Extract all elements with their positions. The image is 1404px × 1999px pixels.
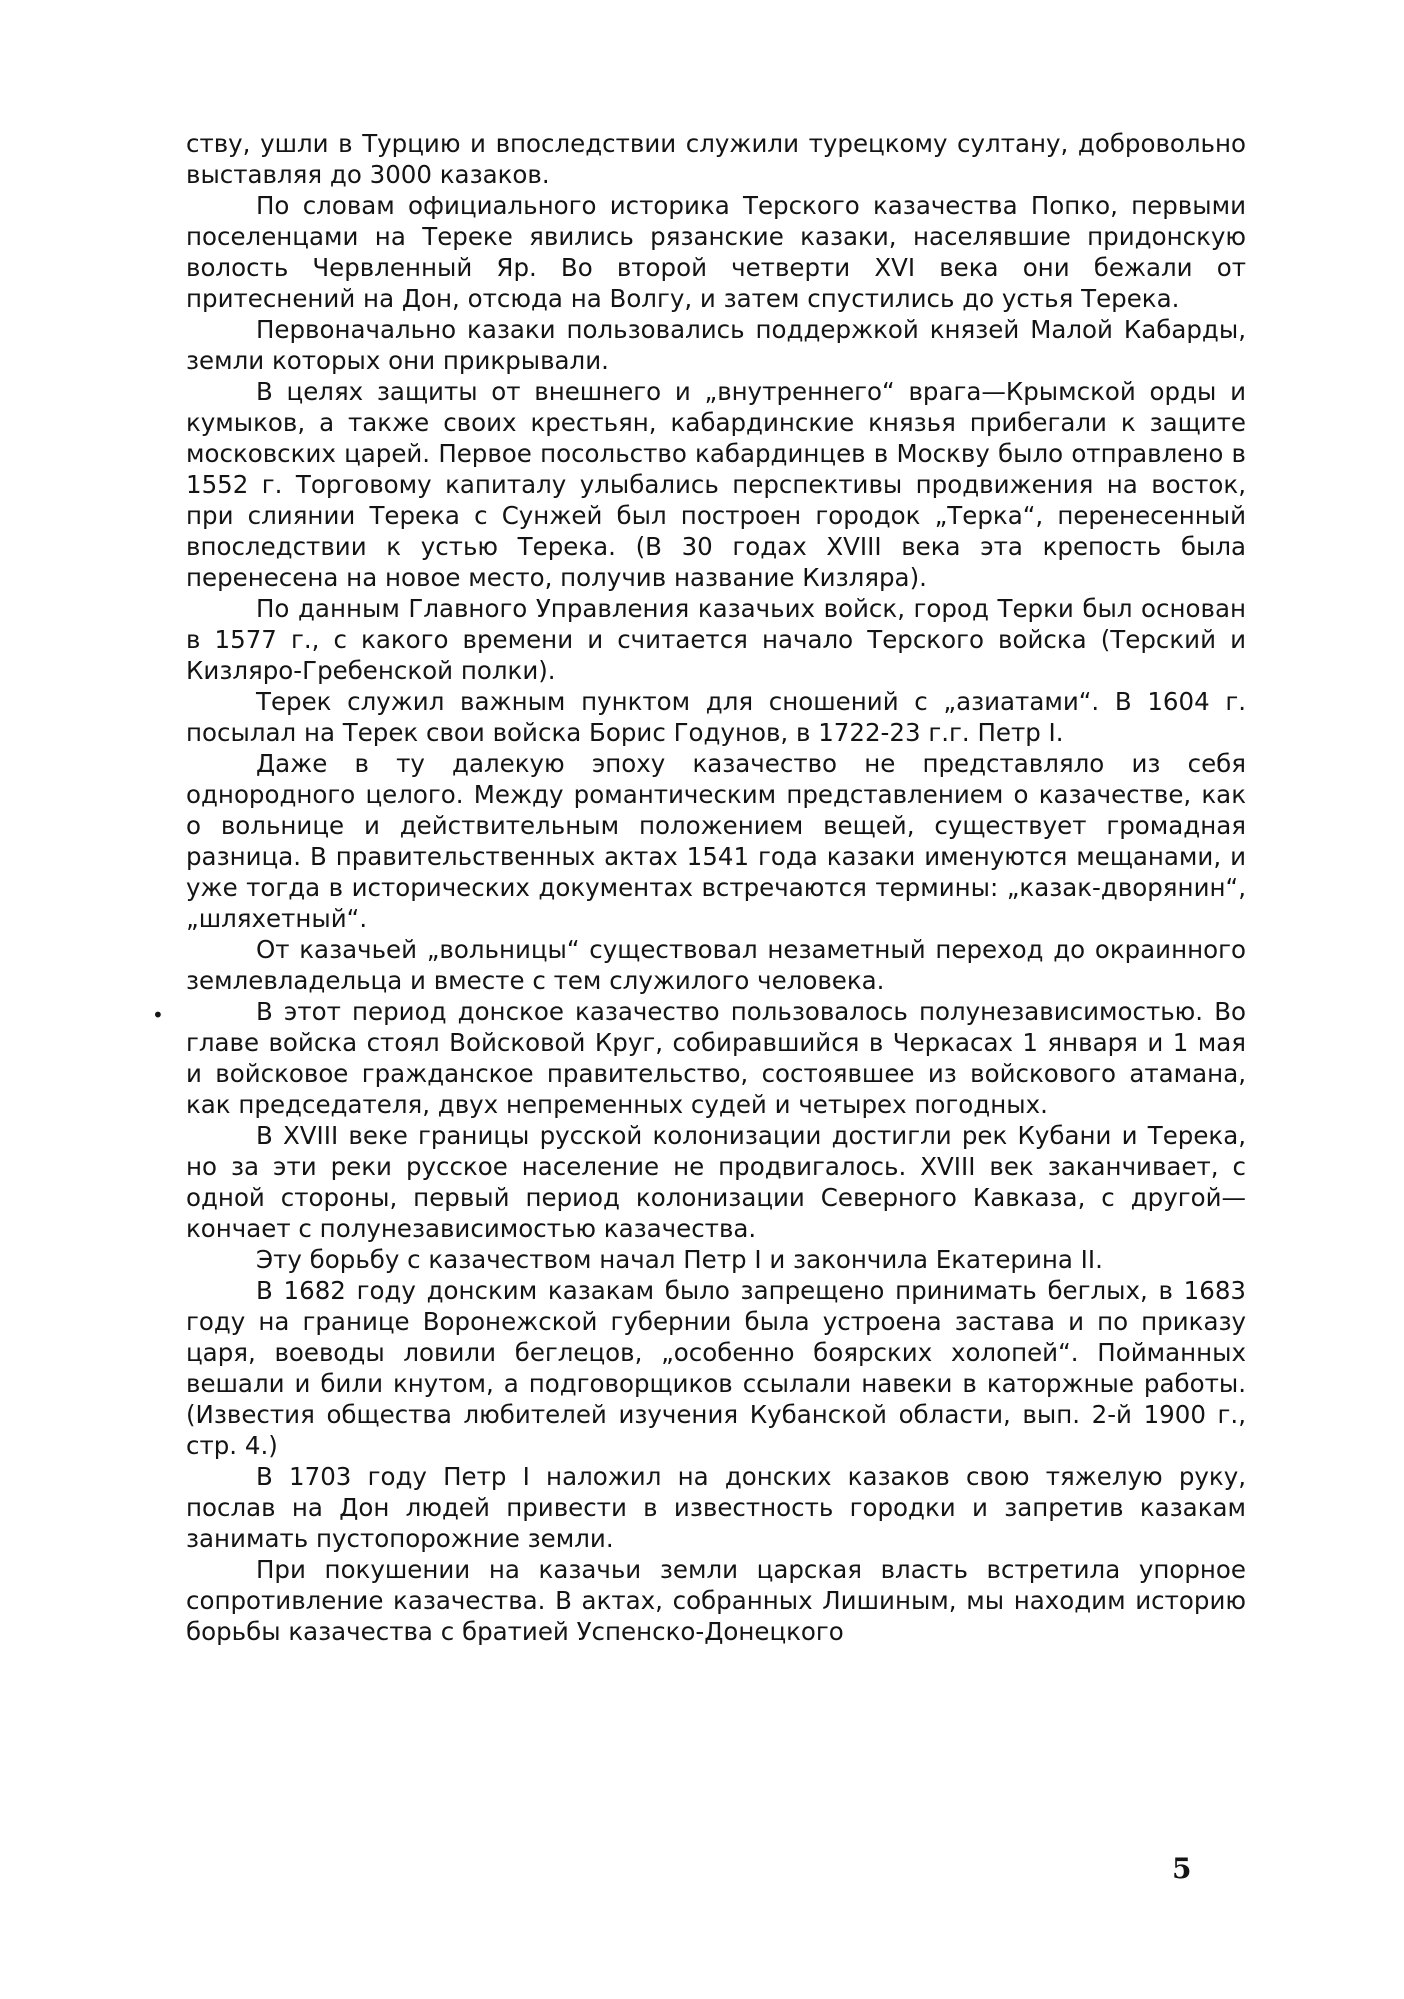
paragraph-14: При покушении на казачьи земли царская власть встретила упорное сопротивление казачества. В актах, собранных Лишиным, мы находим историю борьбы казачества с братией Успенско-Донецкого (186, 1555, 1246, 1646)
paragraph-12: В 1682 году донским казакам было запрещено принимать беглых, в 1683 году на границе Воронежской губернии была устроена застава и по приказу царя, воеводы ловили беглецов, „особенно боярских холопей“. Пойманных вешали и били кнутом, а подговорщиков ссылали навеки в каторжные работы. (Известия общества любителей изучения Кубанской области, вып. 2-й 1900 г., стр. 4.) (186, 1276, 1246, 1460)
paragraph-8: От казачьей „вольницы“ существовал незаметный переход до окраинного землевладельца и вместе с тем служилого человека. (186, 935, 1246, 995)
paragraph-4: В целях защиты от внешнего и „внутреннего“ врага—Крымской орды и кумыков, а также своих крестьян, кабардинские князья прибегали к защите московских царей. Первое посольство кабардинцев в Москву было отправлено в 1552 г. Торговому капиталу улыбались перспективы продвижения на восток, при слиянии Терека с Сунжей был построен городок „Терка“, перенесенный впоследствии к устью Терека. (В 30 годах XVIII века эта крепость была перенесена на новое место, получив название Кизляра). (186, 377, 1246, 592)
paragraph-5: По данным Главного Управления казачьих войск, город Терки был основан в 1577 г., с какого времени и считается начало Терского войска (Терский и Кизляро-Гребенской полки). (186, 594, 1246, 685)
paragraph-1: ству, ушли в Турцию и впоследствии служили турецкому султану, добровольно выставляя до 3000 казаков. (186, 129, 1246, 189)
paragraph-11: Эту борьбу с казачеством начал Петр I и закончила Екатерина II. (256, 1245, 1103, 1274)
paragraph-7: Даже в ту далекую эпоху казачество не представляло из себя однородного целого. Между романтическим представлением о казачестве, как о вольнице и действительным положением вещей, существует громадная разница. В правительственных актах 1541 года казаки именуются мещанами, и уже тогда в исторических документах встречаются термины: „казак-дворянин“, „шляхетный“. (186, 749, 1246, 933)
paragraph-3: Первоначально казаки пользовались поддержкой князей Малой Кабарды, земли которых они прикрывали. (186, 315, 1246, 375)
margin-bullet-mark: • (152, 1003, 164, 1027)
page-number: 5 (1172, 1852, 1192, 1885)
paragraph-9: В этот период донское казачество пользовалось полунезависимостью. Во главе войска стоял Войсковой Круг, собиравшийся в Черкасах 1 января и 1 мая и войсковое гражданское правительство, состоявшее из войскового атамана, как председателя, двух непременных судей и четырех погодных. (186, 997, 1246, 1119)
paragraph-6: Терек служил важным пунктом для сношений с „азиатами“. В 1604 г. посылал на Терек свои войска Борис Годунов, в 1722-23 г.г. Петр I. (186, 687, 1246, 747)
paragraph-2: По словам официального историка Терского казачества Попко, первыми поселенцами на Тереке явились рязанские казаки, населявшие придонскую волость Червленный Яр. Во второй четверти XVI века они бежали от притеснений на Дон, отсюда на Волгу, и затем спустились до устья Терека. (186, 191, 1246, 313)
paragraph-13: В 1703 году Петр I наложил на донских казаков свою тяжелую руку, послав на Дон людей привести в известность городки и запретив казакам занимать пустопорожние земли. (186, 1462, 1246, 1553)
page-body-text (186, 128, 1246, 1647)
paragraph-10: В XVIII веке границы русской колонизации достигли рек Кубани и Терека, но за эти реки русское население не продвигалось. XVIII век заканчивает, с одной стороны, первый период колонизации Северного Кавказа, с другой—кончает с полунезависимостью казачества. (186, 1121, 1246, 1243)
